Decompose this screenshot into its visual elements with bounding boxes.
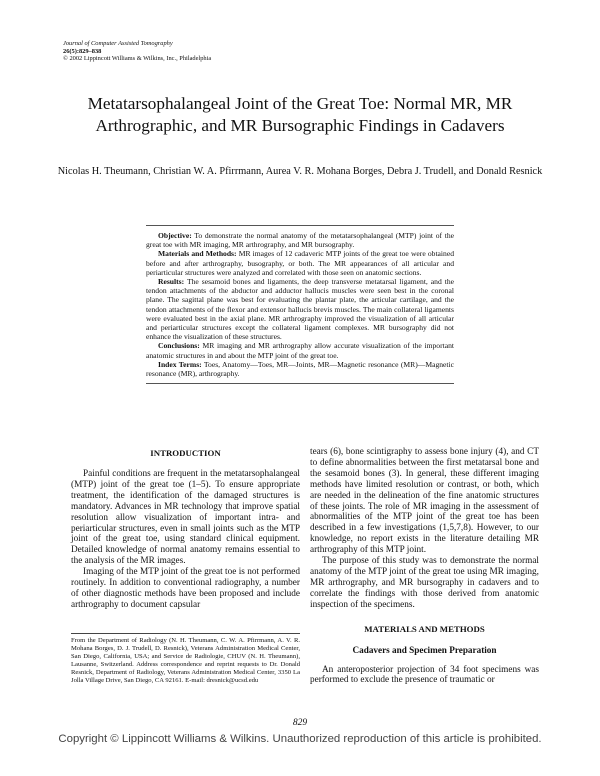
abstract-methods: [146, 249, 454, 277]
intro-paragraph-1: Painful conditions are frequent in the metatarsophalangeal (MTP) joint of the great toe (1–5). To ensure appropriate treatment, the identification of the damaged structures is mandatory. Advances in MR technology that improve spatial resolution allow visualization of important intra- and periarticular structures, even in small joints such as the MTP joint of the great toe, using standard clinical equipment. Detailed knowledge of normal anatomy remains essential to the analysis of the MR images.: [71, 469, 300, 567]
abstract: [146, 225, 454, 384]
journal-header: [63, 40, 211, 63]
journal-volume: 26(5):829–838: [63, 47, 102, 55]
abstract-objective: [146, 231, 454, 249]
introduction-heading: INTRODUCTION: [150, 448, 221, 458]
abstract-objective-label: Objective:: [158, 231, 192, 240]
abstract-methods-label: Materials and Methods:: [158, 249, 237, 259]
left-column: [71, 447, 300, 611]
abstract-results: [146, 277, 454, 341]
abstract-conclusions-label: Conclusions:: [158, 341, 200, 351]
intro-paragraph-2: Imaging of the MTP joint of the great toe is not performed routinely. In addition to conventional radiography, a number of other diagnostic methods have been proposed and include arthrography to document capsular: [71, 567, 300, 610]
methods-heading: MATERIALS AND METHODS: [364, 623, 485, 634]
abstract-results-text: The sesamoid bones and ligaments, the deep transverse metatarsal ligament, and the tendon attachments of the abductor and adductor hallucis muscles were seen best in the coronal plane. The sagittal plane was best for evaluating the plantar plate, the articular cartilage, and the tendon attachments of the flexor and extensor hallucis brevis muscles. The main collateral ligaments were evaluated best in the axial plane. MR arthrography improved the visualization of all articular and periarticular structures except the collateral ligament complexes. MR bursography did not enhance the visualization of these structures.: [146, 277, 454, 342]
intro-paragraph-3: The purpose of this study was to demonstrate the normal anatomy of the MTP joint of the great toe using MR imaging, MR arthrography, and MR bursography in cadavers and to correlate the findings with those derived from anatomic inspection of the specimens.: [310, 556, 539, 610]
methods-subheading: Cadavers and Specimen Preparation: [352, 644, 497, 655]
article-authors: Nicolas H. Theumann, Christian W. A. Pfirrmann, Aurea V. R. Mohana Borges, Debra J. Trudell, and Donald Resnick: [57, 166, 543, 177]
abstract-index-label: Index Terms:: [158, 359, 202, 369]
page-number: 829: [292, 718, 308, 728]
journal-copyright: © 2002 Lippincott Williams & Wilkins, Inc., Philadelphia: [63, 55, 212, 63]
copyright-footer: Copyright © Lippincott Williams & Wilkins. Unauthorized reproduction of this article is prohibited.: [58, 733, 542, 745]
abstract-results-label: Results:: [158, 277, 185, 287]
abstract-objective-text: To demonstrate the normal anatomy of the metatarsophalangeal (MTP) joint of the great toe with MR imaging, MR arthrography, and MR bursography.: [146, 231, 455, 250]
journal-name: Journal of Computer Assisted Tomography: [63, 40, 173, 47]
abstract-conclusions: [146, 341, 454, 359]
abstract-index-text: Toes, Anatomy—Toes, MR—Joints, MR—Magnetic resonance (MR)—Magnetic resonance (MR), arthrography.: [146, 359, 454, 379]
article-title: Metatarsophalangeal Joint of the Great Toe: Normal MR, MR Arthrographic, and MR Bursographic Findings in Cadavers: [87, 94, 513, 135]
intro-paragraph-2-continued: tears (6), bone scintigraphy to assess bone injury (4), and CT to define abnormalities between the first metatarsal bone and the sesamoid bones (3). In general, these different imaging methods have limited resolution or contrast, or both, which are needed in the delineation of the fine anatomic structures of these joints. The role of MR imaging in the assessment of abnormalities of the MTP joint of the great toe has been described in a few investigations (1,5,7,8). However, to our knowledge, no report exists in the literature detailing MR arthrography of this MTP joint.: [310, 447, 539, 556]
methods-paragraph-1: An anteroposterior projection of 34 foot specimens was performed to exclude the presence of traumatic or: [310, 664, 539, 686]
abstract-conclusions-text: MR imaging and MR arthrography allow accurate visualization of the important anatomic structures in and about the MTP joint of the great toe.: [146, 341, 455, 360]
abstract-methods-text: MR images of 12 cadaveric MTP joints of the great toe were obtained before and after arthrography, busography, or both. The MR appearances of all articular and periarticular structures were analyzed and correlated with those seen on anatomic sections.: [146, 249, 454, 277]
affiliation-footnote: From the Department of Radiology (N. H. Theumann, C. W. A. Pfirrmann, A. V. R. Mohana Borges, D. J. Trudell, D. Resnick), Veterans Administration Medical Center, San Diego, California, USA; and Service de Radiologie, CHUV (N. H. Theumann), Lausanne, Switzerland. Address correspondence and reprint requests to Dr. Donald Resnick, Department of Radiology, Veterans Administration Medical Center, 3350 La Jolla Village Drive, San Diego, CA 92161. E-mail: dresnick@ucsd.edu: [71, 633, 300, 685]
right-column: [310, 447, 539, 686]
abstract-index-terms: [146, 360, 454, 378]
